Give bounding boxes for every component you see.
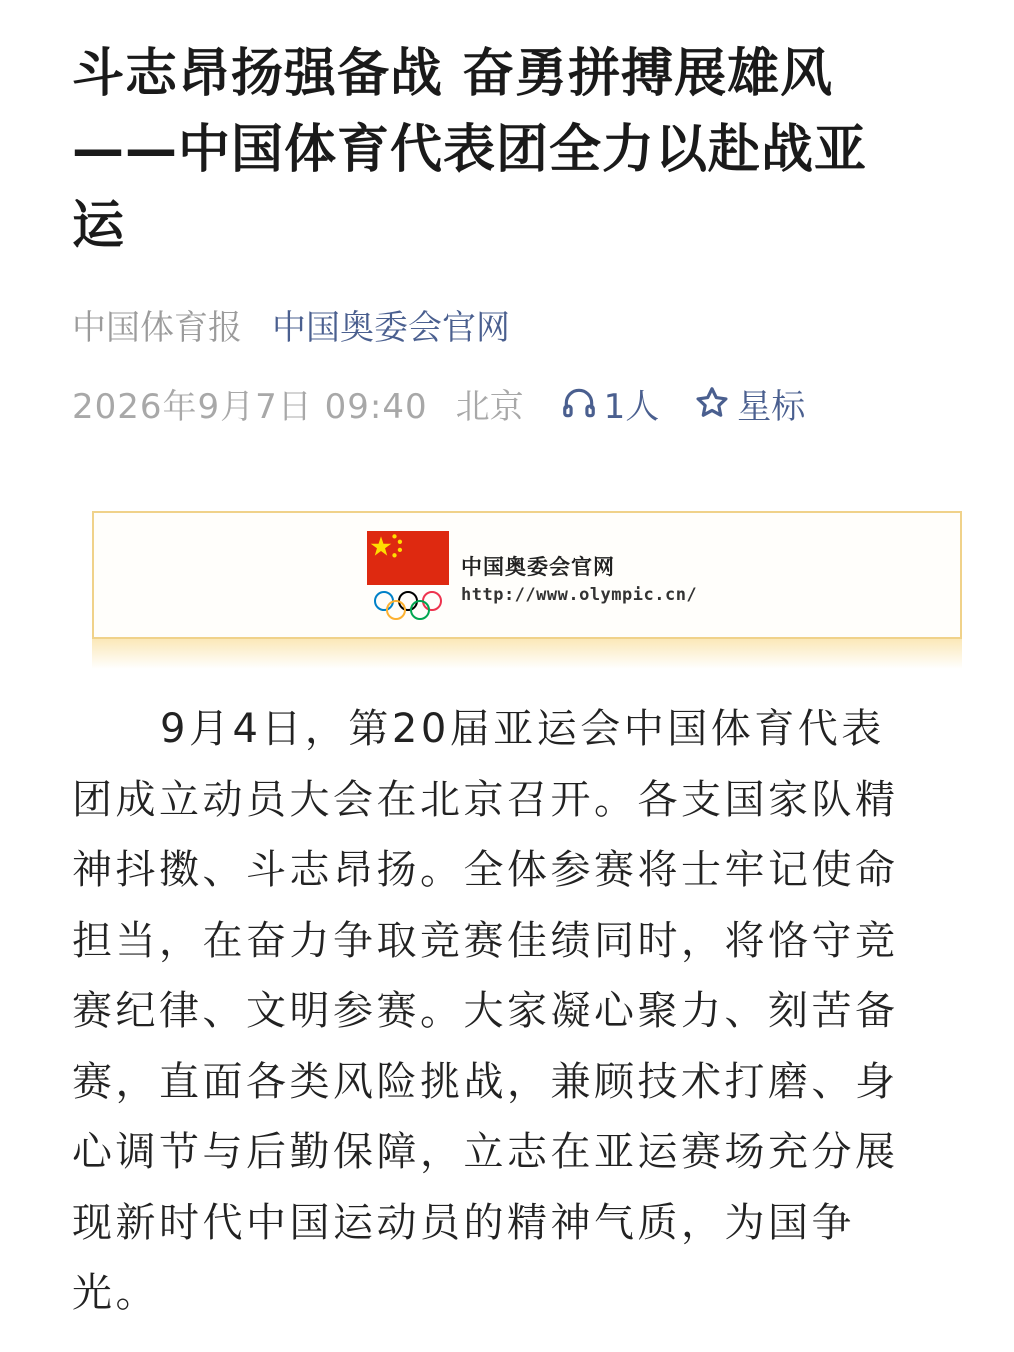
account-link[interactable]: 中国奥委会官网 <box>272 307 510 348</box>
body-line: 光。 <box>72 1270 159 1316</box>
star-label: 星标 <box>737 386 806 427</box>
body-line: 现新时代中国运动员的精神气质，为国争 <box>72 1199 855 1246</box>
body-line: 担当，在奋力争取竞赛佳绩同时，将恪守竞 <box>72 917 899 964</box>
publish-location: 北京 <box>455 386 524 427</box>
headphones-icon <box>560 384 598 422</box>
title-line-1: 斗志昂扬强备战 奋勇拼搏展雄风 <box>72 44 834 104</box>
meta-row <box>72 378 805 428</box>
body-line: 心调节与后勤保障，立志在亚运赛场充分展 <box>72 1129 899 1175</box>
banner-shadow <box>92 639 962 669</box>
banner-site-name: 中国奥委会官网 <box>461 555 615 579</box>
source-row <box>72 298 510 350</box>
body-line: 9月4日，第20届亚运会中国体育代表 <box>160 706 885 752</box>
body-line: 团成立动员大会在北京召开。各支国家队精 <box>72 776 899 823</box>
listen-button[interactable] <box>560 379 660 428</box>
olympic-rings-icon <box>373 589 443 623</box>
body-line: 赛，直面各类风险挑战，兼顾技术打磨、身 <box>72 1058 899 1105</box>
title-line-3: 运 <box>72 196 126 256</box>
body-line: 赛纪律、文明参赛。大家凝心聚力、刻苦备 <box>72 988 899 1034</box>
listen-count: 1人 <box>603 386 660 427</box>
olympic-banner <box>92 511 962 671</box>
banner-frame <box>92 511 962 639</box>
publish-date: 2026年9月7日 09:40 <box>72 386 428 427</box>
star-button[interactable] <box>693 379 805 428</box>
article-body <box>72 694 984 1329</box>
title-line-2: ——中国体育代表团全力以赴战亚 <box>72 120 868 180</box>
star-outline-icon <box>693 384 731 422</box>
banner-url: http://www.olympic.cn/ <box>461 585 698 605</box>
source-name: 中国体育报 <box>72 307 242 348</box>
article-title <box>72 36 962 264</box>
china-flag-icon <box>367 531 449 585</box>
body-line: 神抖擞、斗志昂扬。全体参赛将士牢记使命 <box>72 847 899 893</box>
